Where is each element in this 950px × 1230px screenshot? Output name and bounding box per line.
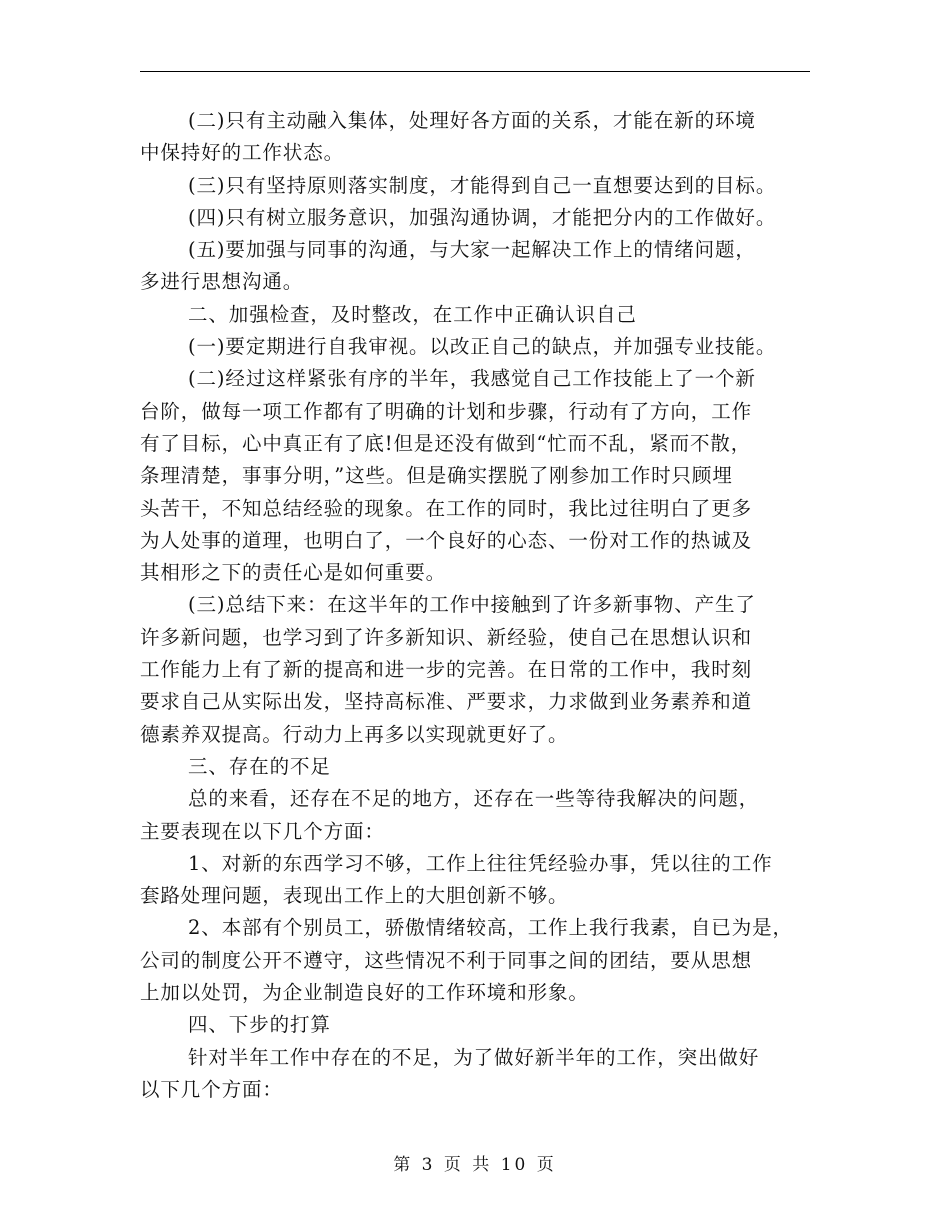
text-line: 台阶，做每一项工作都有了明确的计划和步骤，行动有了方向，工作 <box>140 399 753 423</box>
text-line: 头苦干，不知总结经验的现象。在工作的同时，我比过往明白了更多 <box>140 496 753 520</box>
text-line: 套路处理问题，表现出工作上的大胆创新不够。 <box>140 884 569 908</box>
text-line: 德素养双提高。行动力上再多以实现就更好了。 <box>140 722 569 746</box>
text-line: (二)只有主动融入集体，处理好各方面的关系，才能在新的环境 <box>188 109 756 132</box>
text-line: 以下几个方面： <box>140 1077 283 1101</box>
text-line: 三、存在的不足 <box>188 754 331 778</box>
text-line: (三)总结下来：在这半年的工作中接触到了许多新事物、产生了 <box>188 593 756 617</box>
text-line: 2、本部有个别员工，骄傲情绪较高，工作上我行我素，自已为是， <box>188 916 793 940</box>
text-line: (三)只有坚持原则落实制度，才能得到自己一直想要达到的目标。 <box>188 173 777 197</box>
text-line: (一)要定期进行自我审视。以改正自己的缺点，并加强专业技能。 <box>188 335 777 359</box>
text-line: 其相形之下的责任心是如何重要。 <box>140 561 447 585</box>
text-line: 总的来看，还存在不足的地方，还存在一些等待我解决的问题， <box>188 787 760 811</box>
text-line: 1、对新的东西学习不够，工作上往往凭经验办事，凭以往的工作 <box>188 851 773 875</box>
text-line: 条理清楚，事事分明，”这些。但是确实摆脱了刚参加工作时只顾埋 <box>140 464 733 488</box>
text-line: (五)要加强与同事的沟通，与大家一起解决工作上的情绪问题， <box>188 238 756 262</box>
text-line: 要求自己从实际出发，坚持高标准、严要求，力求做到业务素养和道 <box>140 690 753 714</box>
text-line: (四)只有树立服务意识，加强沟通协调，才能把分内的工作做好。 <box>188 205 777 229</box>
text-line: 公司的制度公开不遵守，这些情况不利于同事之间的团结，要从思想 <box>140 948 753 972</box>
text-line: (二)经过这样紧张有序的半年，我感觉自己工作技能上了一个新 <box>188 367 756 391</box>
document-body <box>140 105 812 1106</box>
text-line: 工作能力上有了新的提高和进一步的完善。在日常的工作中，我时刻 <box>140 658 753 682</box>
header-rule <box>140 71 810 72</box>
text-line: 中保持好的工作状态。 <box>140 141 345 165</box>
text-line: 四、下步的打算 <box>188 1013 331 1037</box>
text-line: 二、加强检查，及时整改，在工作中正确认识自己 <box>188 302 637 326</box>
text-line: 许多新问题，也学习到了许多新知识、新经验，使自己在思想认识和 <box>140 625 753 649</box>
text-line: 主要表现在以下几个方面： <box>140 819 385 843</box>
text-line: 为人处事的道理，也明白了，一个良好的心态、一份对工作的热诚及 <box>140 528 753 552</box>
text-line: 多进行思想沟通。 <box>140 270 304 294</box>
page-number-footer: 第 3 页 共 10 页 <box>393 1155 557 1175</box>
text-line: 上加以处罚，为企业制造良好的工作环境和形象。 <box>140 981 589 1005</box>
text-line: 有了目标，心中真正有了底!但是还没有做到“忙而不乱，紧而不散， <box>140 431 752 455</box>
text-line: 针对半年工作中存在的不足，为了做好新半年的工作，突出做好 <box>188 1045 760 1069</box>
